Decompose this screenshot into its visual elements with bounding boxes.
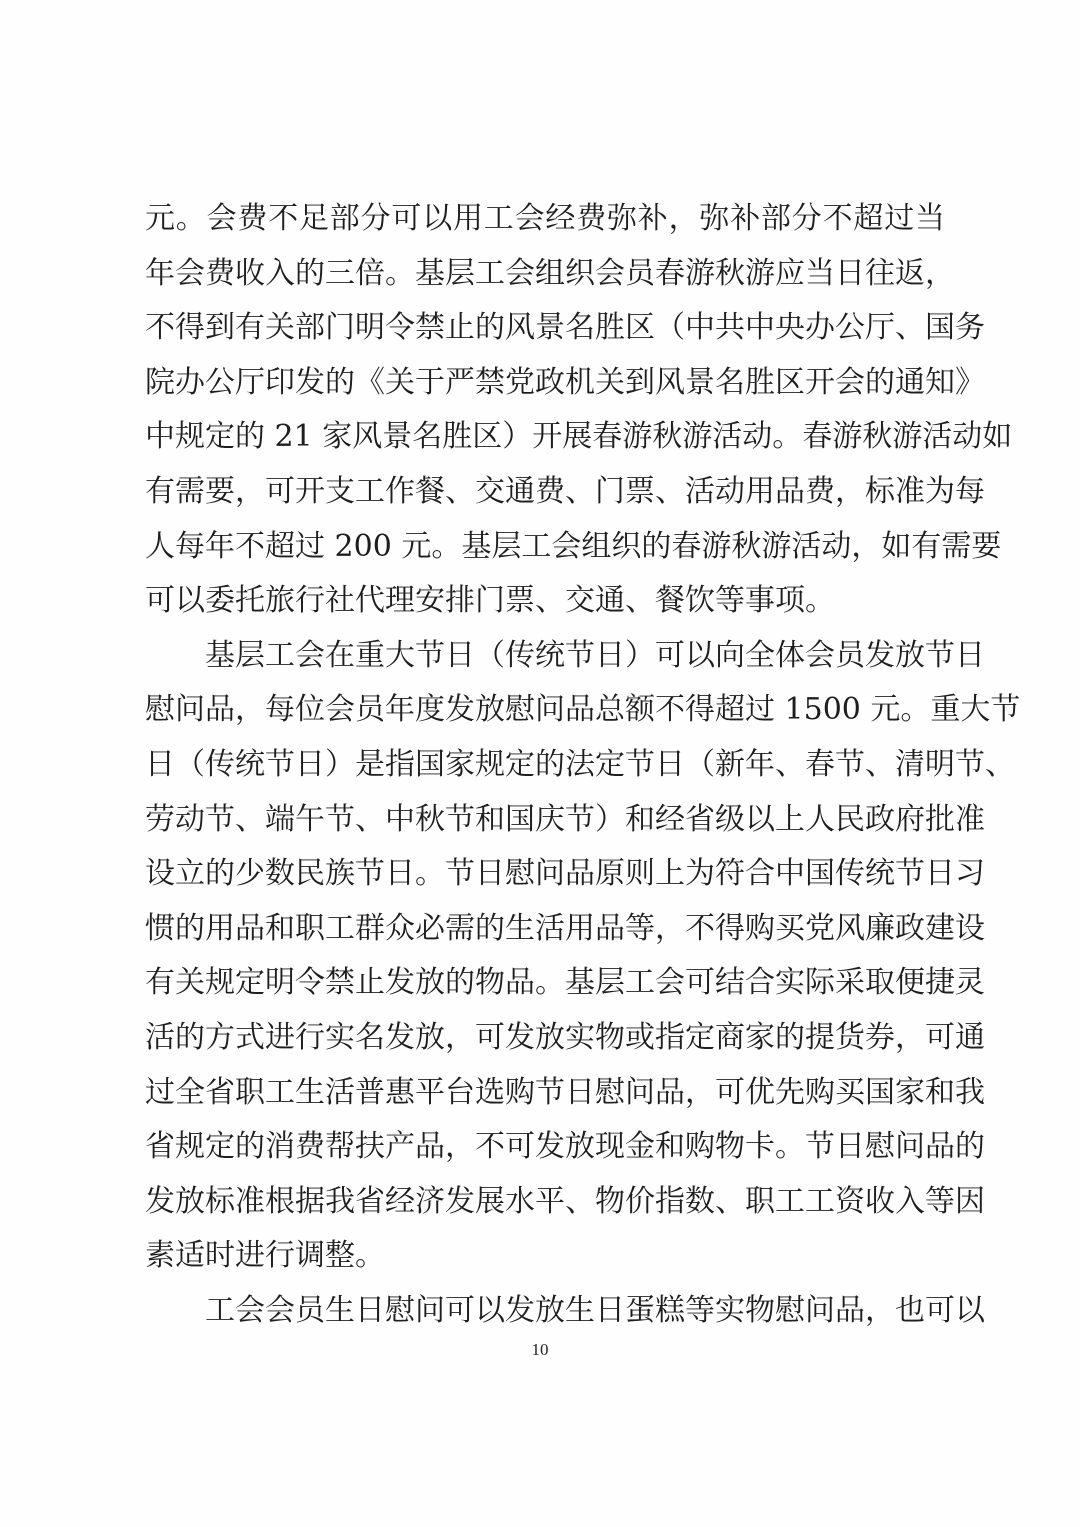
text-line: 有需要，可开支工作餐、交通费、门票、活动用品费，标准为每: [145, 473, 985, 509]
text-line: 中规定的 21 家风景名胜区）开展春游秋游活动。春游秋游活动如: [145, 419, 1013, 455]
text-line: 年会费收入的三倍。基层工会组织会员春游秋游应当日往返，: [145, 255, 955, 291]
text-line: 有关规定明令禁止发放的物品。基层工会可结合实际采取便捷灵: [145, 965, 985, 1001]
text-line: 可以委托旅行社代理安排门票、交通、餐饮等事项。: [145, 583, 835, 619]
text-line: 基层工会在重大节日（传统节日）可以向全体会员发放节日: [205, 637, 985, 673]
text-line: 活的方式进行实名发放，可发放实物或指定商家的提货券，可通: [145, 1019, 985, 1055]
text-line: 劳动节、端午节、中秋节和国庆节）和经省级以上人民政府批准: [145, 801, 985, 837]
page-number: 10: [531, 1340, 549, 1359]
body-text: [145, 192, 1021, 1338]
text-line: 惯的用品和职工群众必需的生活用品等，不得购买党风廉政建设: [145, 910, 985, 946]
text-line: 慰问品，每位会员年度发放慰问品总额不得超过 1500 元。重大节: [145, 692, 1021, 728]
text-line: 人每年不超过 200 元。基层工会组织的春游秋游活动，如有需要: [145, 528, 1002, 564]
text-line: 元。会费不足部分可以用工会经费弥补，弥补部分不超过当: [145, 201, 945, 236]
text-line: 不得到有关部门明令禁止的风景名胜区（中共中央办公厅、国务: [145, 310, 985, 346]
text-line: 发放标准根据我省经济发展水平、物价指数、职工工资收入等因: [145, 1183, 985, 1219]
text-line: 院办公厅印发的《关于严禁党政机关到风景名胜区开会的通知》: [145, 364, 985, 400]
text-line: 日（传统节日）是指国家规定的法定节日（新年、春节、清明节、: [145, 746, 1015, 782]
text-line: 设立的少数民族节日。节日慰问品原则上为符合中国传统节日习: [145, 856, 985, 892]
text-line: 过全省职工生活普惠平台选购节日慰问品，可优先购买国家和我: [145, 1074, 985, 1110]
text-line: 省规定的消费帮扶产品，不可发放现金和购物卡。节日慰问品的: [145, 1129, 985, 1165]
text-line: 素适时进行调整。: [145, 1238, 385, 1274]
text-line: 工会会员生日慰问可以发放生日蛋糕等实物慰问品，也可以: [205, 1292, 985, 1328]
